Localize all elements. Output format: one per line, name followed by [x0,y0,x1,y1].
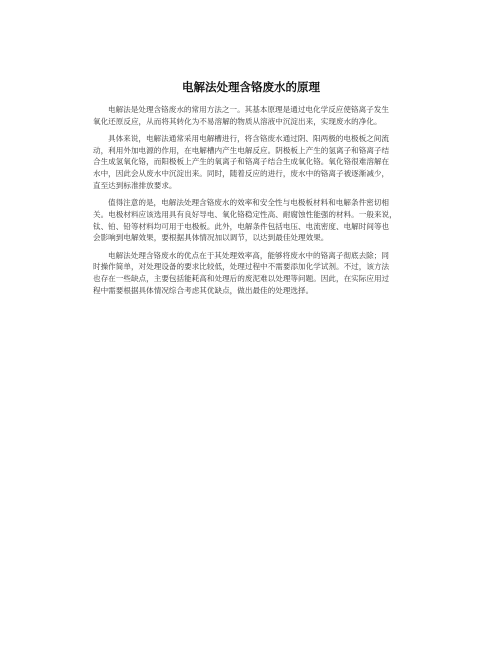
paragraph-line: 关。电极材料应该选用具有良好导电、氧化铬稳定性高、耐腐蚀性能强的材料。一般来说， [93,209,397,219]
paragraph-line: 钛、铂、铅等材料均可用于电极板。此外，电解条件包括电压、电流密度、电解时间等也 [93,221,390,231]
paragraph-line: 也存在一些缺点，主要包括能耗高和处理后的废泥难以处理等问题。因此，在实际应用过 [93,273,390,283]
paragraph-line: 水中，因此会从废水中沉淀出来。同时，随着反应的进行，废水中的铬离子被逐渐减少， [93,169,390,179]
document-body [78,104,428,302]
paragraph-line: 氧化还原反应，从而将其转化为不易溶解的物质从溶液中沉淀出来，实现废水的净化。 [93,116,382,126]
paragraph-line: 动，利用外加电源的作用，在电解槽内产生电解反应。阴极板上产生的氢离子和铬离子结 [93,145,390,155]
paragraph-line: 直至达到标准排放要求。 [93,180,177,190]
paragraph-line: 具体来说，电解法通常采用电解槽进行，将含铬废水通过阴、阳两极的电极板之间流 [108,134,389,143]
paragraph-line: 电解法是处理含铬废水的常用方法之一。其基本原理是通过电化学反应使铬离子发生 [108,105,389,114]
paragraph-4 [78,250,428,297]
document-title: 电解法处理含铬废水的原理 [182,80,320,94]
paragraph-line: 程中需要根据具体情况综合考虑其优缺点，做出最佳的处理选择。 [93,285,314,295]
paragraph-line: 值得注意的是，电解法处理含铬废水的效率和安全性与电极板材料和电解条件密切相 [108,198,389,208]
paragraph-line: 合生成氢氧化铬，而阳极板上产生的氧离子和铬离子结合生成氧化铬。氧化铬很难溶解在 [93,157,390,167]
paragraph-line: 会影响到电解效果，要根据具体情况加以调节，以达到最佳处理效果。 [93,233,329,243]
paragraph-line: 电解法处理含铬废水的优点在于其处理效率高，能够将废水中的铬离子彻底去除；同 [108,250,389,260]
paragraph-2 [78,133,428,192]
paragraph-line: 时操作简单，对处理设备的要求比较低，处理过程中不需要添加化学试剂。不过，该方法 [93,262,390,272]
paragraph-1 [78,104,428,127]
paragraph-3 [78,197,428,244]
